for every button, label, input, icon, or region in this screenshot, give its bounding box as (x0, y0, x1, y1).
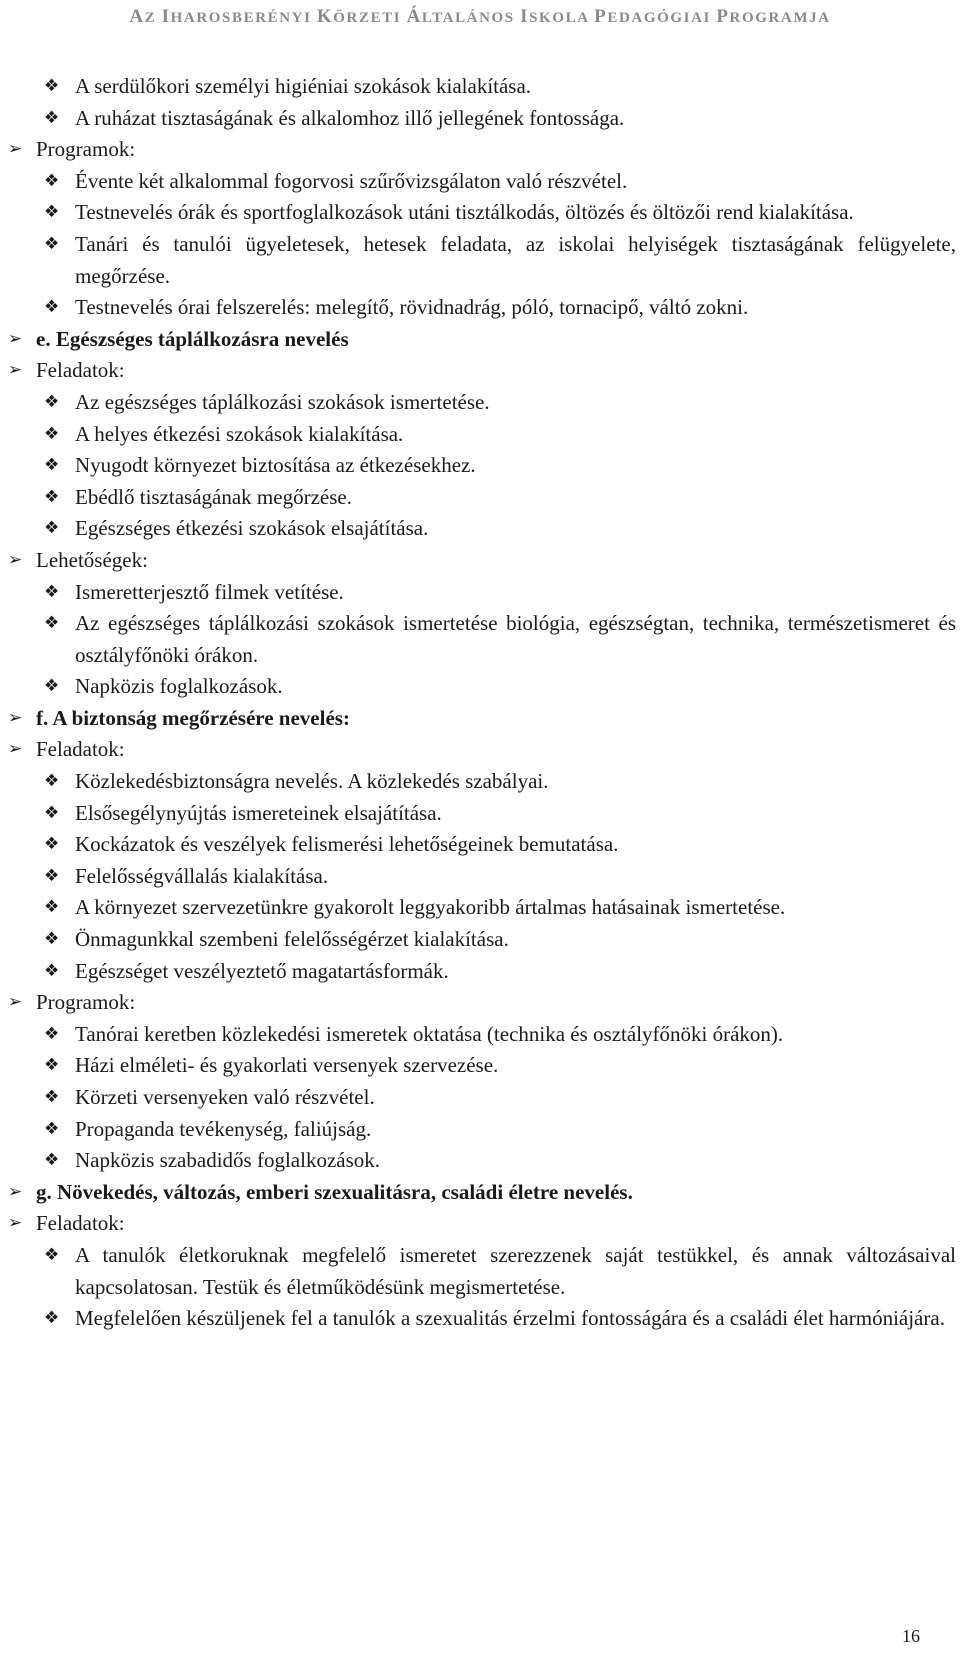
arrow-bullet-icon: ➢ (8, 707, 23, 728)
list-item-text: A környezet szervezetünkre gyakorolt leggyakoribb ártalmas hatásainak ismertetése. (75, 895, 786, 920)
sub-list-item (8, 956, 956, 988)
list-item-text: Tanórai keretben közlekedési ismeretek oktatása (technika és osztályfőnöki órákon). (75, 1021, 784, 1046)
list-item-text: A ruházat tisztaságának és alkalomhoz illő jellegének fontossága. (75, 105, 625, 130)
diamond-bullet-icon: ❖ (44, 391, 60, 412)
diamond-bullet-icon: ❖ (44, 1087, 60, 1107)
sub-list-item (8, 798, 956, 830)
sub-list-item (8, 1082, 956, 1114)
diamond-bullet-icon: ❖ (44, 107, 60, 128)
diamond-bullet-icon: ❖ (44, 297, 60, 318)
list-item-text: f. A biztonság megőrzésére nevelés: (36, 705, 350, 730)
sub-list-item (8, 419, 956, 451)
diamond-bullet-icon: ❖ (44, 1150, 60, 1171)
sub-list-item (8, 671, 956, 703)
diamond-bullet-icon: ❖ (44, 170, 60, 191)
list-item-text: A tanulók életkoruknak megfelelő ismeretet szerezzenek saját testükkel, és annak változásaival kapcsolatosan. Testük és életműködésünk megismertetése. (75, 1242, 956, 1299)
diamond-bullet-icon: ❖ (44, 518, 60, 539)
diamond-bullet-icon: ❖ (44, 613, 60, 634)
sub-list-item (8, 861, 956, 893)
list-item-text: Körzeti versenyeken való részvétel. (75, 1085, 375, 1109)
list-item-text: A helyes étkezési szokások kialakítása. (75, 421, 404, 446)
diamond-bullet-icon: ❖ (44, 76, 60, 96)
list-item-text: A serdülőkori személyi higiéniai szokások kialakítása. (75, 74, 532, 98)
arrow-bullet-icon: ➢ (8, 328, 23, 349)
list-item-text: Programok: (36, 990, 136, 1015)
diamond-bullet-icon: ❖ (44, 960, 60, 981)
sub-list-item (8, 924, 956, 956)
diamond-bullet-icon: ❖ (44, 202, 60, 223)
arrow-bullet-icon: ➢ (8, 739, 23, 760)
diamond-bullet-icon: ❖ (44, 1308, 60, 1329)
diamond-bullet-icon: ❖ (44, 455, 60, 476)
arrow-bullet-icon: ➢ (8, 360, 23, 381)
sub-list-item (8, 166, 956, 198)
section-list-item (8, 324, 956, 356)
sub-list-item (8, 1114, 956, 1146)
list-item-text: Napközis szabadidős foglalkozások. (75, 1148, 381, 1173)
sub-list-item (8, 892, 956, 924)
arrow-bullet-icon: ➢ (8, 992, 23, 1013)
diamond-bullet-icon: ❖ (44, 423, 60, 444)
list-item-text: Egészséges étkezési szokások elsajátítása. (75, 516, 429, 541)
list-item-text: Testnevelés órák és sportfoglalkozások utáni tisztálkodás, öltözés és öltözői rend kialakítása. (75, 200, 854, 225)
list-item-text: Önmagunkkal szembeni felelősségérzet kialakítása. (75, 927, 509, 952)
diamond-bullet-icon: ❖ (44, 1118, 60, 1139)
list-item-text: Programok: (36, 137, 136, 162)
sub-list-item (8, 229, 956, 292)
list-item-text: Közlekedésbiztonságra nevelés. A közlekedés szabályai. (75, 769, 549, 794)
diamond-bullet-icon: ❖ (44, 1023, 60, 1044)
sub-list-item (8, 1145, 956, 1177)
list-item-text: Lehetőségek: (36, 547, 148, 572)
section-list-item (8, 734, 956, 766)
sub-list-item (8, 513, 956, 545)
list-item-text: Nyugodt környezet biztosítása az étkezésekhez. (75, 453, 476, 478)
list-item-text: Feladatok: (36, 358, 125, 383)
sub-list-item (8, 577, 956, 609)
diamond-bullet-icon: ❖ (44, 1055, 60, 1076)
list-item-text: Feladatok: (36, 737, 125, 762)
sub-list-item (8, 71, 956, 103)
sub-list-item (8, 387, 956, 419)
section-list-item (8, 355, 956, 387)
list-item-text: Házi elméleti- és gyakorlati versenyek szervezése. (75, 1053, 499, 1078)
diamond-bullet-icon: ❖ (44, 1244, 60, 1265)
list-item-text: Évente két alkalommal fogorvosi szűrővizsgálaton való részvétel. (75, 168, 628, 193)
sub-list-item (8, 197, 956, 229)
list-item-text: Az egészséges táplálkozási szokások ismertetése. (75, 389, 490, 414)
list-item-text: Propaganda tevékenység, faliújság. (75, 1116, 372, 1141)
diamond-bullet-icon: ❖ (44, 676, 60, 697)
arrow-bullet-icon: ➢ (8, 139, 23, 160)
sub-list-item (8, 1050, 956, 1082)
diamond-bullet-icon: ❖ (44, 897, 60, 918)
diamond-bullet-icon: ❖ (44, 834, 60, 855)
arrow-bullet-icon: ➢ (8, 1181, 23, 1202)
sub-list-item (8, 829, 956, 861)
section-list-item (8, 1208, 956, 1240)
list-item-text: g. Növekedés, változás, emberi szexualitásra, családi életre nevelés. (36, 1179, 633, 1204)
section-list-item (8, 134, 956, 166)
arrow-bullet-icon: ➢ (8, 549, 23, 570)
page-number: 16 (902, 1626, 920, 1646)
list-item-text: e. Egészséges táplálkozásra nevelés (36, 326, 349, 351)
running-header (0, 6, 960, 28)
section-list-item (8, 703, 956, 735)
sub-list-item (8, 1303, 956, 1335)
list-item-text: Megfelelően készüljenek fel a tanulók a szexualitás érzelmi fontosságára és a családi élet harmóniájára. (75, 1306, 945, 1331)
running-header-title: AZ IHAROSBERÉNYI KÖRZETI ÁLTALÁNOS ISKOLA PEDAGÓGIAI PROGRAMJA (129, 6, 831, 27)
diamond-bullet-icon: ❖ (44, 486, 60, 507)
sub-list-item (8, 1240, 956, 1303)
section-list-item (8, 1177, 956, 1209)
sub-list-item (8, 292, 956, 324)
list-item-text: Elsősegélynyújtás ismereteinek elsajátítása. (75, 800, 442, 825)
list-item-text: Napközis foglalkozások. (75, 674, 283, 699)
diamond-bullet-icon: ❖ (44, 802, 60, 823)
section-list-item (8, 545, 956, 577)
diamond-bullet-icon: ❖ (44, 929, 60, 950)
list-item-text: Kockázatok és veszélyek felismerési lehetőségeinek bemutatása. (75, 832, 619, 857)
diamond-bullet-icon: ❖ (44, 865, 60, 886)
sub-list-item (8, 450, 956, 482)
list-item-text: Feladatok: (36, 1211, 125, 1236)
sub-list-item (8, 482, 956, 514)
list-item-text: Az egészséges táplálkozási szokások ismertetése biológia, egészségtan, technika, természetismeret és osztályfőnöki órákon. (75, 611, 956, 667)
list-item-text: Ebédlő tisztaságának megőrzése. (75, 484, 352, 509)
diamond-bullet-icon: ❖ (44, 581, 60, 602)
list-item-text: Ismeretterjesztő filmek vetítése. (75, 579, 344, 604)
document-body (8, 71, 956, 1335)
list-item-text: Egészséget veszélyeztető magatartásformák. (75, 958, 449, 983)
diamond-bullet-icon: ❖ (44, 771, 60, 792)
sub-list-item (8, 1019, 956, 1051)
section-list-item (8, 987, 956, 1019)
list-item-text: Testnevelés órai felszerelés: melegítő, rövidnadrág, póló, tornacipő, váltó zokni. (75, 295, 749, 320)
sub-list-item (8, 766, 956, 798)
sub-list-item (8, 608, 956, 671)
list-item-text: Tanári és tanulói ügyeletesek, hetesek feladata, az iskolai helyiségek tisztaságának felügyelete, megőrzése. (75, 231, 956, 288)
sub-list-item (8, 103, 956, 135)
list-item-text: Felelősségvállalás kialakítása. (75, 863, 329, 888)
arrow-bullet-icon: ➢ (8, 1213, 23, 1234)
diamond-bullet-icon: ❖ (44, 233, 60, 254)
